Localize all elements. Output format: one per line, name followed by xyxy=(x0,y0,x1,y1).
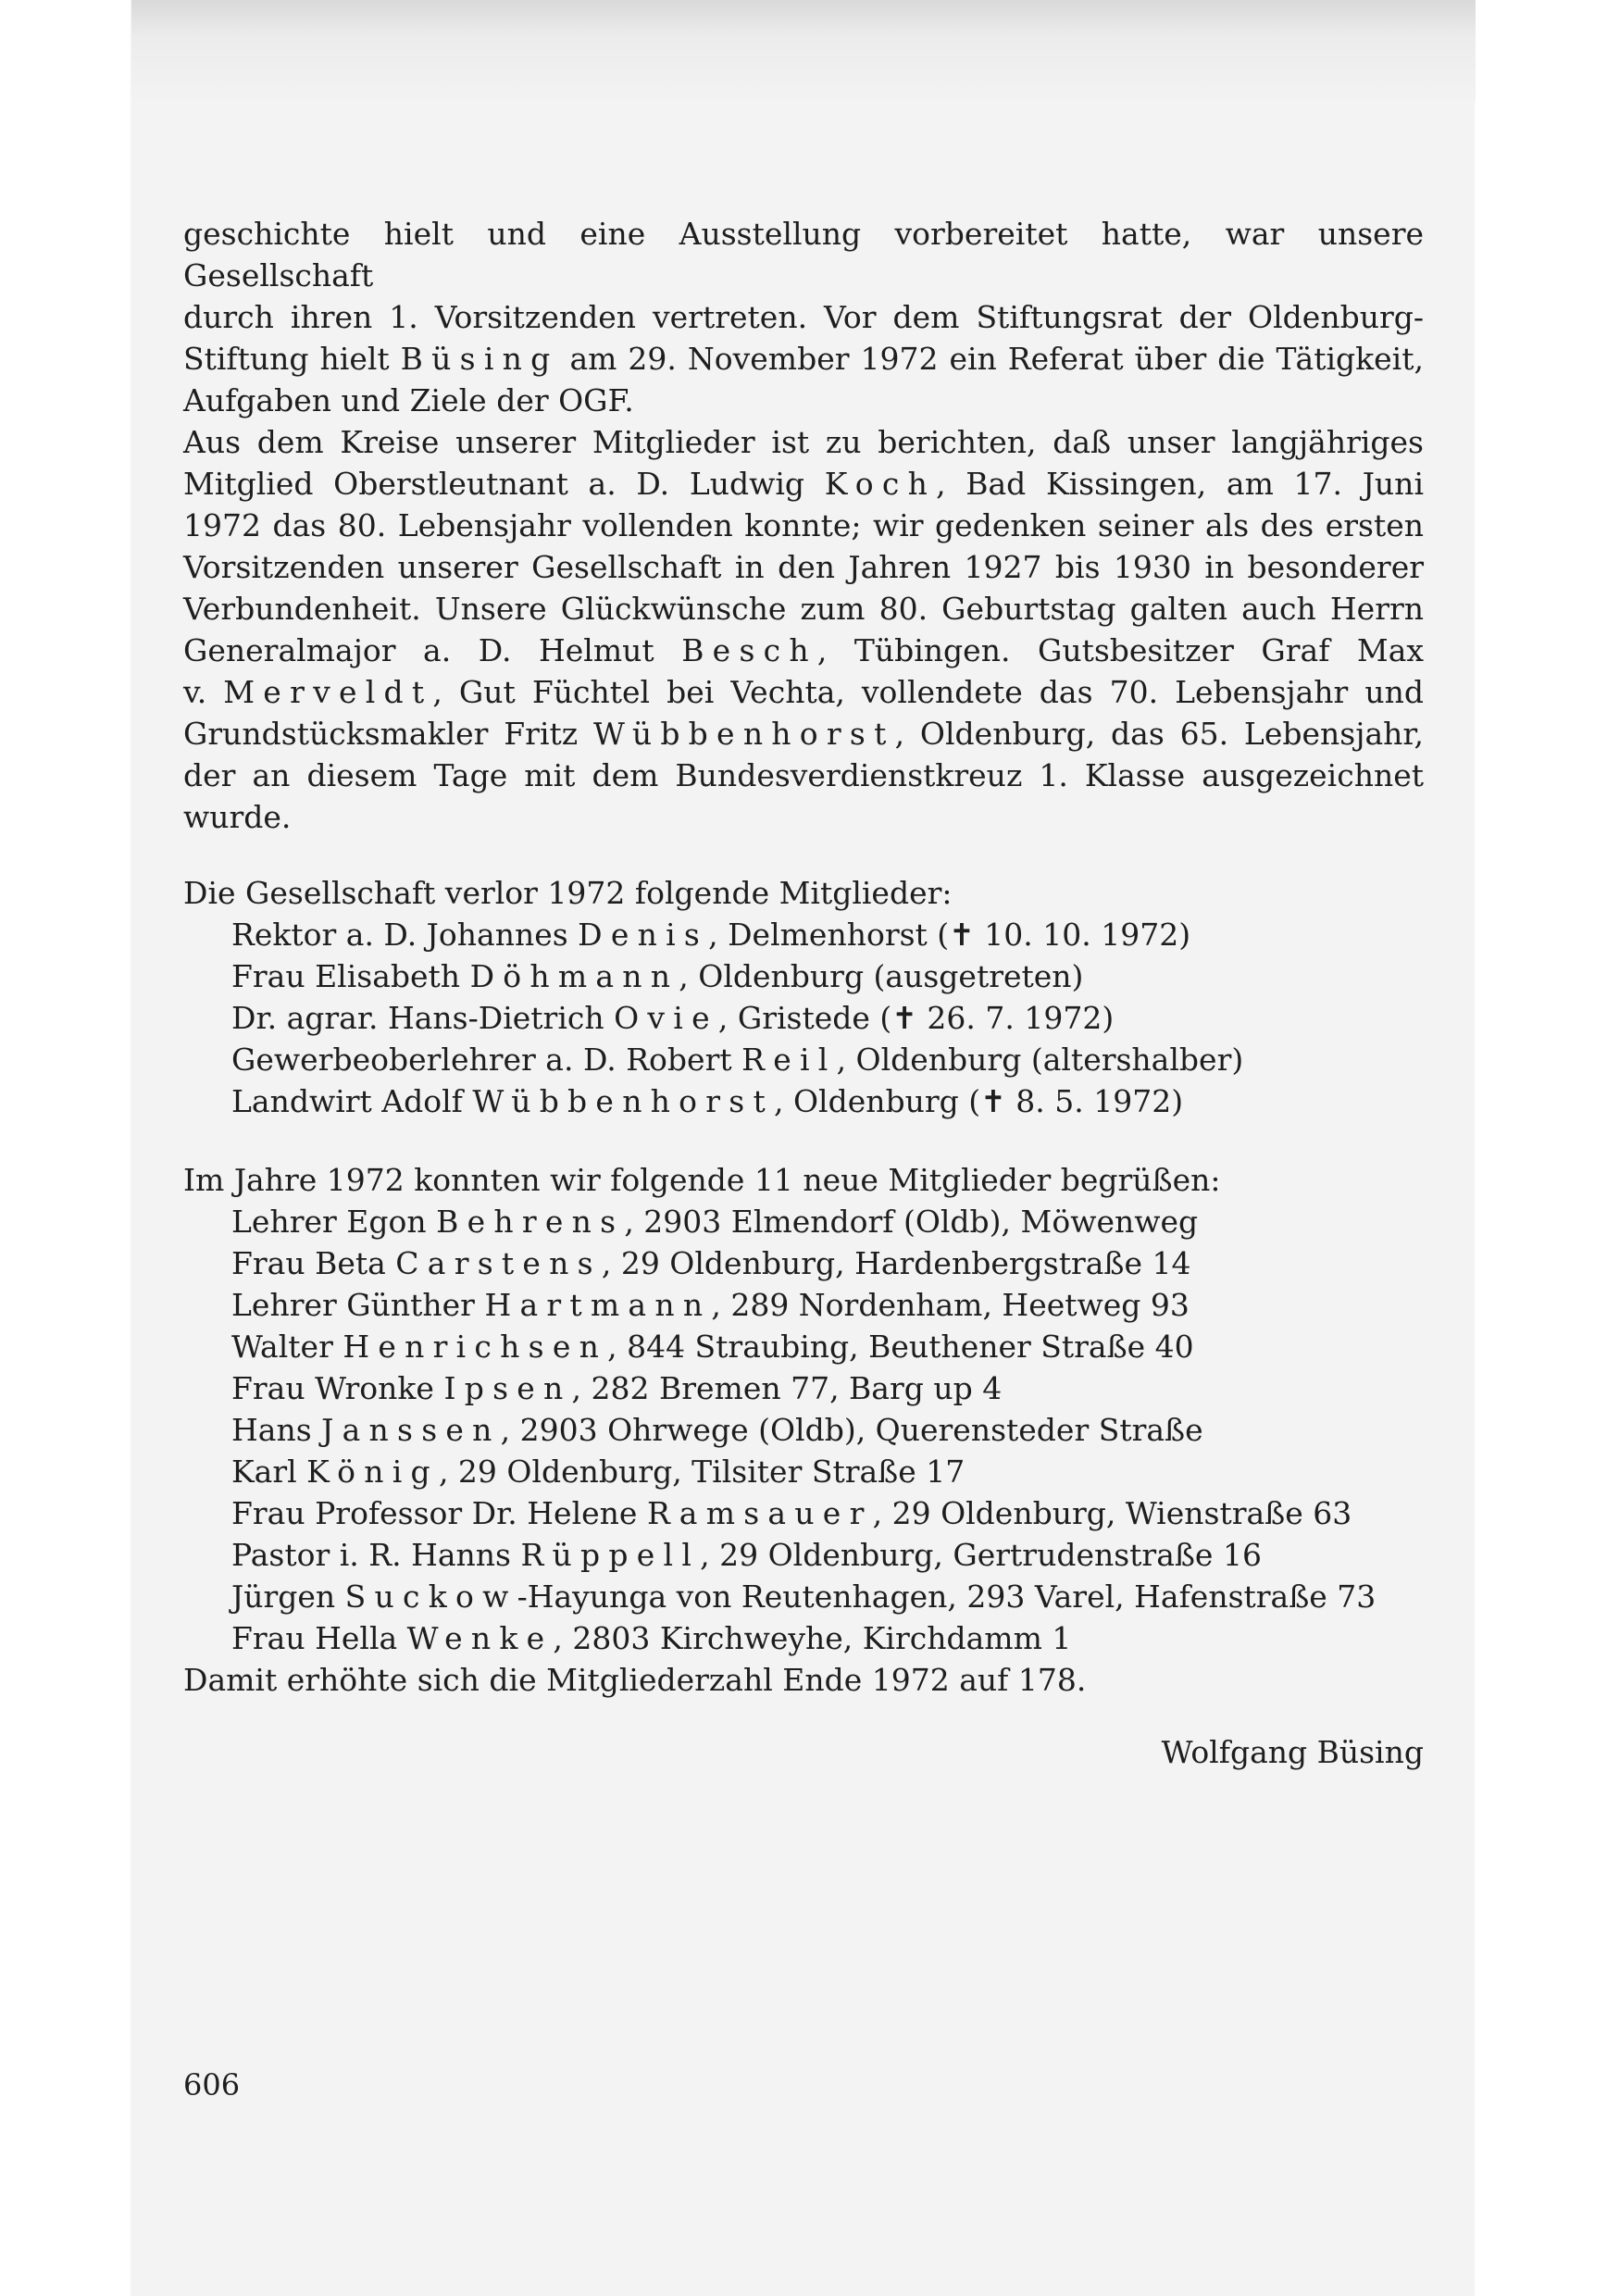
text-segment: Mitglied Oberstleutnant a. D. Ludwig xyxy=(183,466,825,502)
text-line: der an diesem Tage mit dem Bundesverdienstkreuz 1. Klasse ausgezeichnet xyxy=(183,757,1424,793)
text-line xyxy=(183,338,1424,380)
text-segment: , 289 Nordenham, Heetweg 93 xyxy=(711,1287,1190,1323)
name-spaced: Hartmann xyxy=(484,1287,712,1323)
text-segment: Pastor i. R. Hanns xyxy=(231,1537,521,1573)
text-segment: Lehrer Günther xyxy=(231,1287,485,1323)
name-spaced: Henrichsen xyxy=(343,1329,608,1365)
text-line xyxy=(183,713,1424,755)
list-item xyxy=(183,1534,1424,1576)
name-spaced: Rüppell xyxy=(520,1537,701,1573)
name-spaced: Büsing xyxy=(400,341,559,377)
text-segment: , Oldenburg (✝ 8. 5. 1972) xyxy=(773,1083,1184,1119)
list-item xyxy=(183,955,1424,997)
list-item xyxy=(183,1080,1424,1122)
text-segment: , 844 Straubing, Beuthener Straße 40 xyxy=(607,1329,1194,1365)
list-item xyxy=(183,914,1424,955)
paragraph-member-news xyxy=(183,421,1424,838)
text-segment: , Tübingen. Gutsbesitzer Graf Max xyxy=(816,632,1424,668)
text-line: geschichte hielt und eine Ausstellung vorbereitet hatte, war unsere Gesellschaft xyxy=(183,216,1424,293)
text-segment: , Oldenburg (altershalber) xyxy=(836,1042,1244,1078)
list-item xyxy=(183,1242,1424,1284)
list-item xyxy=(183,1451,1424,1492)
text-line: Vorsitzenden unserer Gesellschaft in den Jahren 1927 bis 1930 in besonderer xyxy=(183,549,1424,585)
section-deceased-members xyxy=(183,872,1424,1122)
text-line: Aus dem Kreise unserer Mitglieder ist zu berichten, daß unser langjähriges xyxy=(183,424,1424,460)
text-segment: Walter xyxy=(231,1329,343,1365)
name-spaced: Janssen xyxy=(321,1412,501,1448)
text-segment: Stiftung hielt xyxy=(183,341,401,377)
text-segment: , 29 Oldenburg, Hardenbergstraße 14 xyxy=(601,1245,1191,1281)
name-spaced: Behrens xyxy=(436,1204,625,1240)
new-members-list xyxy=(183,1201,1424,1659)
text-segment: Generalmajor a. D. Helmut xyxy=(183,632,682,668)
text-line: Aufgaben und Ziele der OGF. xyxy=(183,382,634,418)
text-segment: Hans xyxy=(231,1412,322,1448)
name-spaced: Denis xyxy=(578,917,709,953)
paragraph-ogf-activities xyxy=(183,213,1424,421)
text-segment: am 29. November 1972 ein Referat über die Tätigkeit, xyxy=(558,341,1424,377)
text-segment: , Gristede (✝ 26. 7. 1972) xyxy=(717,1000,1115,1036)
text-line: wurde. xyxy=(183,799,292,835)
text-line xyxy=(183,671,1424,713)
list-item xyxy=(183,1284,1424,1326)
text-segment: Gewerbeoberlehrer a. D. Robert xyxy=(231,1042,742,1078)
name-spaced: Ramsauer xyxy=(646,1495,873,1531)
text-segment: , Bad Kissingen, am 17. Juni xyxy=(936,466,1424,502)
text-segment: , 29 Oldenburg, Tilsiter Straße 17 xyxy=(438,1454,965,1490)
text-segment: , 29 Oldenburg, Wienstraße 63 xyxy=(872,1495,1352,1531)
name-spaced: Reil xyxy=(741,1042,837,1078)
text-segment: v. xyxy=(183,674,224,710)
text-segment: Jürgen xyxy=(231,1578,345,1615)
list-item xyxy=(183,1039,1424,1080)
name-spaced: Merveldt xyxy=(223,674,433,710)
new-members-intro: Im Jahre 1972 konnten wir folgende 11 neue Mitglieder begrüßen: xyxy=(183,1162,1221,1198)
name-spaced: Carstens xyxy=(395,1245,602,1281)
text-segment: -Hayunga von Reutenhagen, 293 Varel, Hafenstraße 73 xyxy=(517,1578,1377,1615)
name-spaced: Döhmann xyxy=(469,958,679,994)
section-new-members xyxy=(183,1159,1424,1701)
name-spaced: Wübbenhorst xyxy=(472,1083,774,1119)
list-item xyxy=(183,1576,1424,1617)
text-segment: , 29 Oldenburg, Gertrudenstraße 16 xyxy=(700,1537,1262,1573)
text-segment: , 282 Bremen 77, Barg up 4 xyxy=(571,1370,1003,1406)
name-spaced: Wenke xyxy=(406,1620,554,1656)
name-spaced: Besch xyxy=(681,632,817,668)
text-segment: , Oldenburg (ausgetreten) xyxy=(679,958,1084,994)
text-segment: Dr. agrar. Hans-Dietrich xyxy=(231,1000,615,1036)
text-line: 1972 das 80. Lebensjahr vollenden konnte; wir gedenken seiner als des ersten xyxy=(183,507,1424,543)
text-line xyxy=(183,630,1424,671)
page-number: 606 xyxy=(183,2067,241,2103)
text-segment: , Delmenhorst (✝ 10. 10. 1972) xyxy=(708,917,1191,953)
name-spaced: Koch xyxy=(824,466,937,502)
name-spaced: Wübbenhorst xyxy=(593,716,895,752)
list-item xyxy=(183,1409,1424,1451)
name-spaced: König xyxy=(306,1454,439,1490)
member-count-closing: Damit erhöhte sich die Mitgliederzahl Ende 1972 auf 178. xyxy=(183,1662,1087,1698)
text-segment: , 2903 Ohrwege (Oldb), Querensteder Straße xyxy=(500,1412,1203,1448)
name-spaced: Ipsen xyxy=(443,1370,572,1406)
list-item xyxy=(183,1492,1424,1534)
text-segment: Landwirt Adolf xyxy=(231,1083,473,1119)
text-segment: Rektor a. D. Johannes xyxy=(231,917,579,953)
list-item xyxy=(183,1367,1424,1409)
scan-shadow xyxy=(131,0,1476,102)
text-segment: Lehrer Egon xyxy=(231,1204,437,1240)
text-line: durch ihren 1. Vorsitzenden vertreten. Vor dem Stiftungsrat der Oldenburg- xyxy=(183,299,1424,335)
text-segment: , 2903 Elmendorf (Oldb), Möwenweg xyxy=(624,1204,1199,1240)
text-segment: Karl xyxy=(231,1454,307,1490)
text-segment: Frau Elisabeth xyxy=(231,958,470,994)
deceased-list xyxy=(183,914,1424,1122)
text-line: Verbundenheit. Unsere Glückwünsche zum 80. Geburtstag galten auch Herrn xyxy=(183,591,1424,627)
text-segment: Grundstücksmakler Fritz xyxy=(183,716,593,752)
name-spaced: Ovie xyxy=(614,1000,718,1036)
author-signature: Wolfgang Büsing xyxy=(1161,1734,1424,1770)
text-line xyxy=(183,463,1424,505)
list-item xyxy=(183,1326,1424,1367)
list-item xyxy=(183,1617,1424,1659)
name-spaced: Suckow xyxy=(344,1578,517,1615)
text-segment: Frau Hella xyxy=(231,1620,407,1656)
text-segment: Frau Professor Dr. Helene xyxy=(231,1495,647,1531)
text-segment: Frau Beta xyxy=(231,1245,396,1281)
text-segment: , Oldenburg, das 65. Lebensjahr, xyxy=(894,716,1425,752)
text-segment: , 2803 Kirchweyhe, Kirchdamm 1 xyxy=(553,1620,1072,1656)
list-item xyxy=(183,997,1424,1039)
deceased-intro: Die Gesellschaft verlor 1972 folgende Mitglieder: xyxy=(183,875,953,911)
list-item xyxy=(183,1201,1424,1242)
text-segment: , Gut Füchtel bei Vechta, vollendete das 70. Lebensjahr und xyxy=(432,674,1424,710)
text-segment: Frau Wronke xyxy=(231,1370,444,1406)
